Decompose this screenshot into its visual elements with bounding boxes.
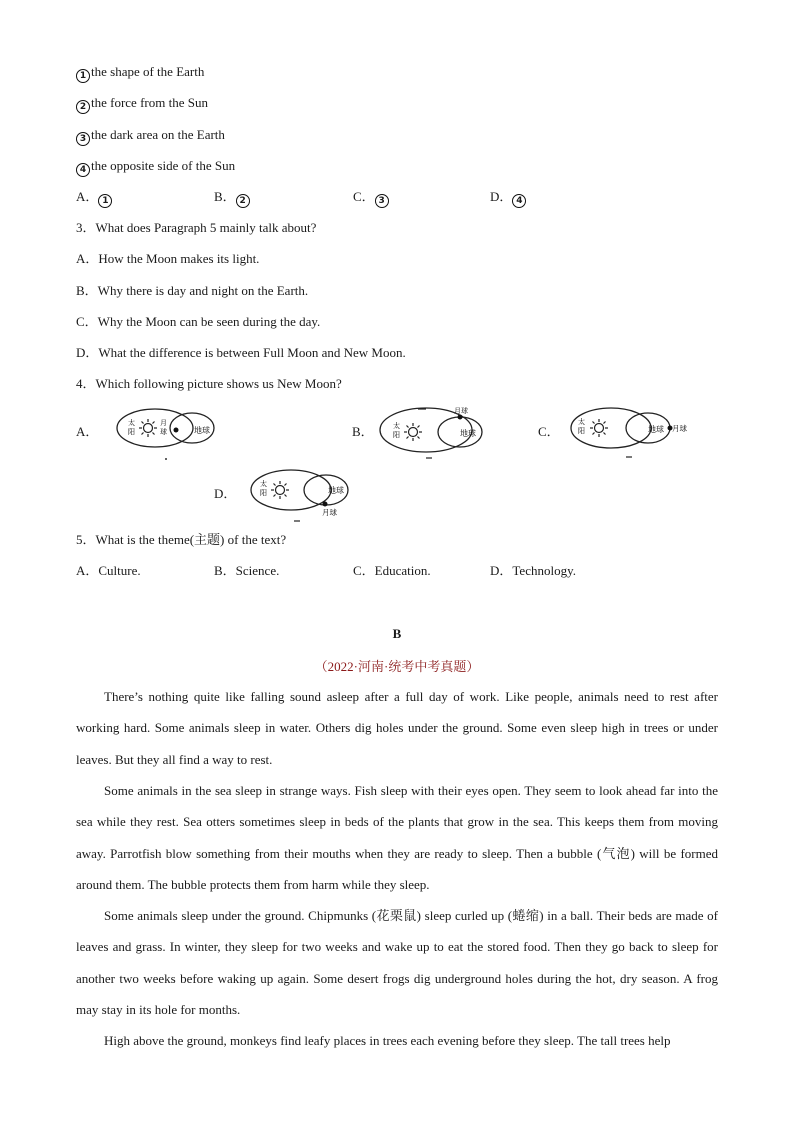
moon-label: 月球	[672, 424, 687, 433]
q2-item-1	[76, 64, 204, 83]
q2-item-4	[76, 158, 235, 177]
q4-label-c: C．	[538, 424, 560, 439]
sun-label-bottom: 阳	[128, 428, 135, 436]
q3-option-b: B．Why there is day and night on the Earth.	[76, 283, 309, 298]
moon-label-top: 月	[160, 419, 167, 427]
sun-label-top: 太	[393, 422, 400, 430]
moon-label-bottom: 球	[160, 428, 167, 436]
moon-dot	[174, 428, 179, 433]
circled-number: 2	[236, 194, 250, 208]
earth-label: 地球	[648, 425, 664, 434]
sun-label-bottom: 阳	[578, 427, 585, 435]
q2-option-b	[214, 189, 251, 208]
moon-dot	[323, 502, 328, 507]
earth-label: 地球	[194, 426, 210, 435]
q4-label-a: A．	[76, 424, 99, 439]
q3-question: 3．What does Paragraph 5 mainly talk about?	[76, 220, 317, 235]
q2-item-text: the force from the Sun	[91, 95, 208, 110]
q2-item-text: the shape of the Earth	[91, 64, 205, 79]
q4-label-d: D．	[214, 486, 237, 501]
q2-option-a	[76, 189, 113, 208]
q2-option-d	[490, 189, 527, 208]
section-title: B	[392, 626, 402, 641]
q2-item-3	[76, 127, 225, 146]
q2-item-text: the opposite side of the Sun	[91, 158, 236, 173]
circled-number: 4	[76, 163, 90, 177]
moon-dot	[458, 415, 463, 420]
passage-paragraph-3: Some animals sleep under the ground. Chipmunks (花栗鼠) sleep curled up (蜷缩) in a ball. Their beds are made of leaves and grass. In winter, they sleep for two weeks and wake up to eat the stored food. Then they go back to sleep for another two weeks before waking up again. Some desert frogs dig underground holes during the hot, dry season. A frog may stay in its hole for months.	[76, 908, 718, 1017]
moon-label: 月球	[454, 407, 468, 415]
q2-option-c	[353, 189, 390, 208]
option-label: D．	[490, 189, 513, 204]
passage-paragraph-2: Some animals in the sea sleep in strange ways. Fish sleep with their eyes open. They seem to look ahead far into the sea while they rest. Sea otters sometimes sleep in beds of the plants that grow in the sea. This keeps them from moving away. Parrotfish blow something from their mouths when they are ready to sleep. Then a bubble (气泡) will be formed around them. The bubble protects them from harm while they sleep.	[76, 783, 718, 892]
sun-label-bottom: 阳	[260, 489, 267, 497]
diagram-d	[246, 464, 361, 531]
q5-option-a: A．Culture.	[76, 563, 141, 578]
q3-option-d: D．What the difference is between Full Moon and New Moon.	[76, 345, 406, 360]
option-label: B．	[214, 189, 236, 204]
option-label: C．	[353, 189, 375, 204]
q2-item-text: the dark area on the Earth	[91, 127, 225, 142]
q4-label-b: B．	[352, 424, 374, 439]
moon-label: 月球	[322, 508, 337, 517]
sun-label-bottom: 阳	[393, 431, 400, 439]
circled-number: 4	[512, 194, 526, 208]
q5-option-c: C．Education.	[353, 563, 431, 578]
circled-number: 1	[98, 194, 112, 208]
sun-label-top: 太	[578, 418, 585, 426]
sun-icon	[271, 481, 289, 499]
q5-option-d: D．Technology.	[490, 563, 576, 578]
passage-paragraph-1: There’s nothing quite like falling sound asleep after a full day of work. Like people, animals need to rest after working hard. Some animals sleep in water. Others dig holes under the ground. Some even sleep high in trees or under leaves. But they all find a way to rest.	[76, 689, 718, 767]
passage-paragraph-4: High above the ground, monkeys find leafy places in trees each evening before they sleep. The tall trees help	[104, 1033, 671, 1048]
q3-option-c: C．Why the Moon can be seen during the day.	[76, 314, 321, 329]
diagram-c	[566, 402, 696, 467]
sun-label-top: 太	[128, 419, 135, 427]
q3-option-a: A．How the Moon makes its light.	[76, 251, 260, 266]
circled-number: 3	[375, 194, 389, 208]
q5-option-b: B．Science.	[214, 563, 280, 578]
earth-label: 地球	[460, 429, 476, 438]
exam-source: （2022·河南·统考中考真题）	[314, 659, 480, 674]
sun-icon	[404, 423, 422, 441]
sun-icon	[590, 419, 608, 437]
sun-icon	[139, 419, 157, 437]
circled-number: 1	[76, 69, 90, 83]
q2-item-2	[76, 95, 208, 114]
q5-question: 5．What is the theme(主题) of the text?	[76, 532, 287, 547]
circled-number: 2	[76, 100, 90, 114]
earth-label: 地球	[328, 486, 344, 495]
diagram-b	[376, 400, 496, 470]
diagram-a	[112, 404, 222, 469]
option-label: A．	[76, 189, 99, 204]
circled-number: 3	[76, 132, 90, 146]
q4-question: 4．Which following picture shows us New Moon?	[76, 376, 342, 391]
sun-label-top: 太	[260, 480, 267, 488]
